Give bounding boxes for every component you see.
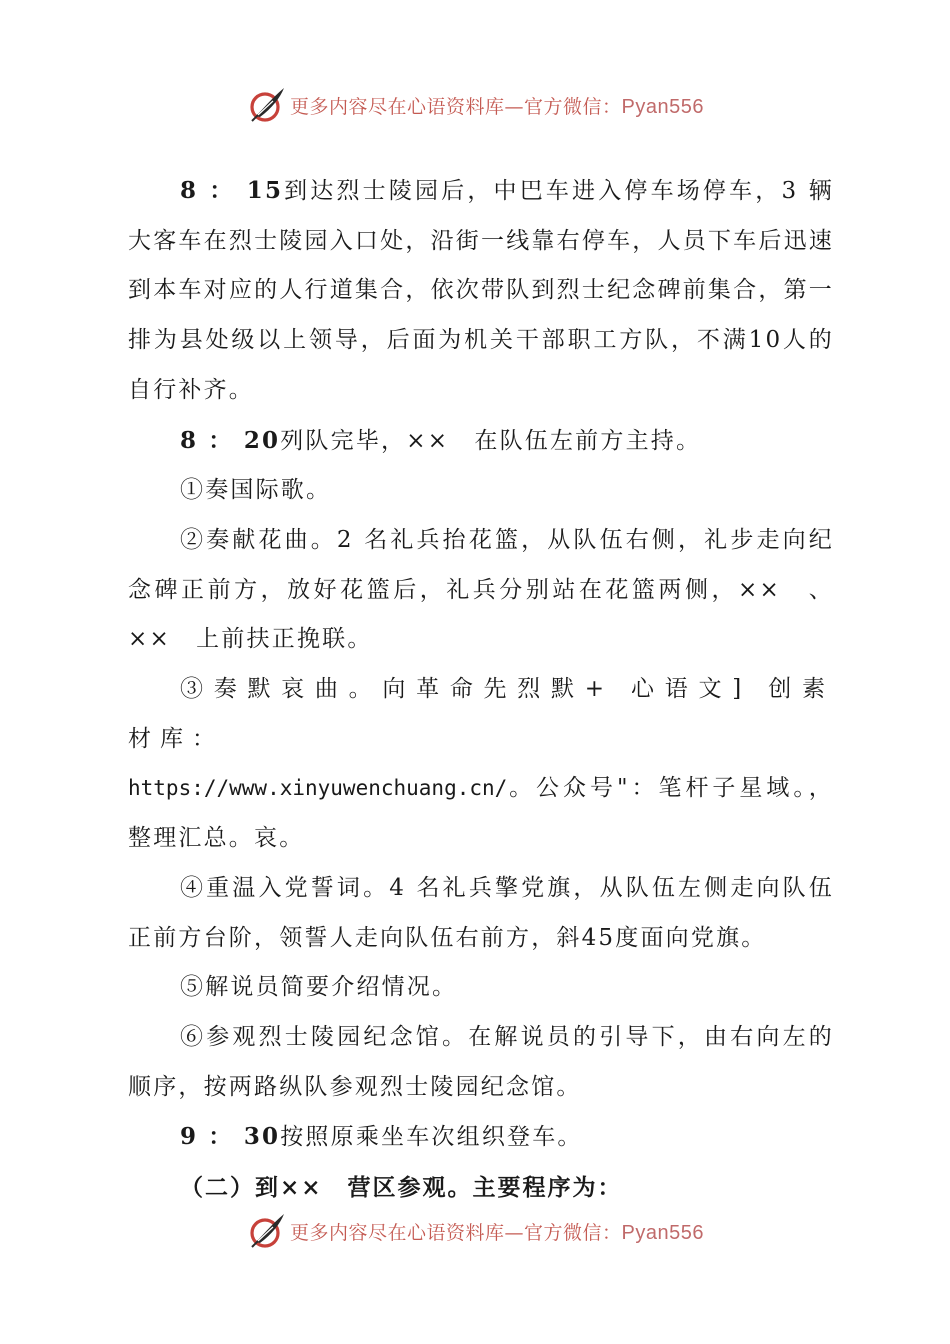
paragraph-silence: ③奏默哀曲。向革命先烈默+ 心语文] 创素材库： https://www.xinyuwenchuang.cn/。公众号"：笔杆子星域。，整理汇总。哀。 — [128, 676, 834, 852]
source-url: https://www.xinyuwenchuang.cn/ — [128, 776, 508, 801]
paragraph-arrival: 8 ： 15到达烈士陵园后，中巴车进入停车场停车，3 辆大客车在烈士陵园入口处，沿街一线靠右停车，人员下车后迅速到本车对应的人行道集合，依次带队到烈士纪念碑前集合，第一排为县处级以上领导，后面为机关干部职工方队，不满10人的自行补齐。 — [128, 177, 834, 403]
paragraph-flowers: ②奏献花曲。2 名礼兵抬花篮，从队伍右侧，礼步走向纪念碑正前方，放好花篮后，礼兵分别站在花篮两侧，×× 、×× 上前扶正挽联。 — [128, 526, 834, 653]
watermark-text: 更多内容尽在心语资料库—官方微信：Pyan556 — [290, 1221, 704, 1244]
section-heading: （二）到×× 营区参观。主要程序为： — [180, 1174, 623, 1202]
time-label: 8 ： 20 — [180, 426, 281, 454]
paragraph-boarding: 9 ： 30按照原乘坐车次组织登车。 — [180, 1123, 583, 1151]
watermark-text: 更多内容尽在心语资料库—官方微信：Pyan556 — [290, 95, 704, 118]
paragraph-museum: ⑥参观烈士陵园纪念馆。在解说员的引导下，由右向左的顺序，按两路纵队参观烈士陵园纪念馆。 — [128, 1023, 834, 1100]
quill-logo-icon — [246, 84, 288, 126]
paragraph-guide: ⑤解说员简要介绍情况。 — [180, 974, 458, 1001]
watermark-banner-top — [0, 80, 950, 130]
time-label: 9 ： 30 — [180, 1123, 281, 1151]
paragraph-oath: ④重温入党誓词。4 名礼兵擎党旗，从队伍左侧走向队伍正前方台阶，领誓人走向队伍右前方，斜45度面向党旗。 — [128, 874, 834, 951]
time-label: 8 ： 15 — [180, 177, 284, 204]
watermark-banner-bottom — [0, 1206, 950, 1256]
paragraph-lineup: 8 ： 20列队完毕，×× 在队伍左前方主持。 — [180, 426, 702, 454]
paragraph-anthem: ①奏国际歌。 — [180, 477, 332, 504]
document-body — [128, 166, 834, 1213]
quill-logo-icon — [246, 1210, 288, 1252]
